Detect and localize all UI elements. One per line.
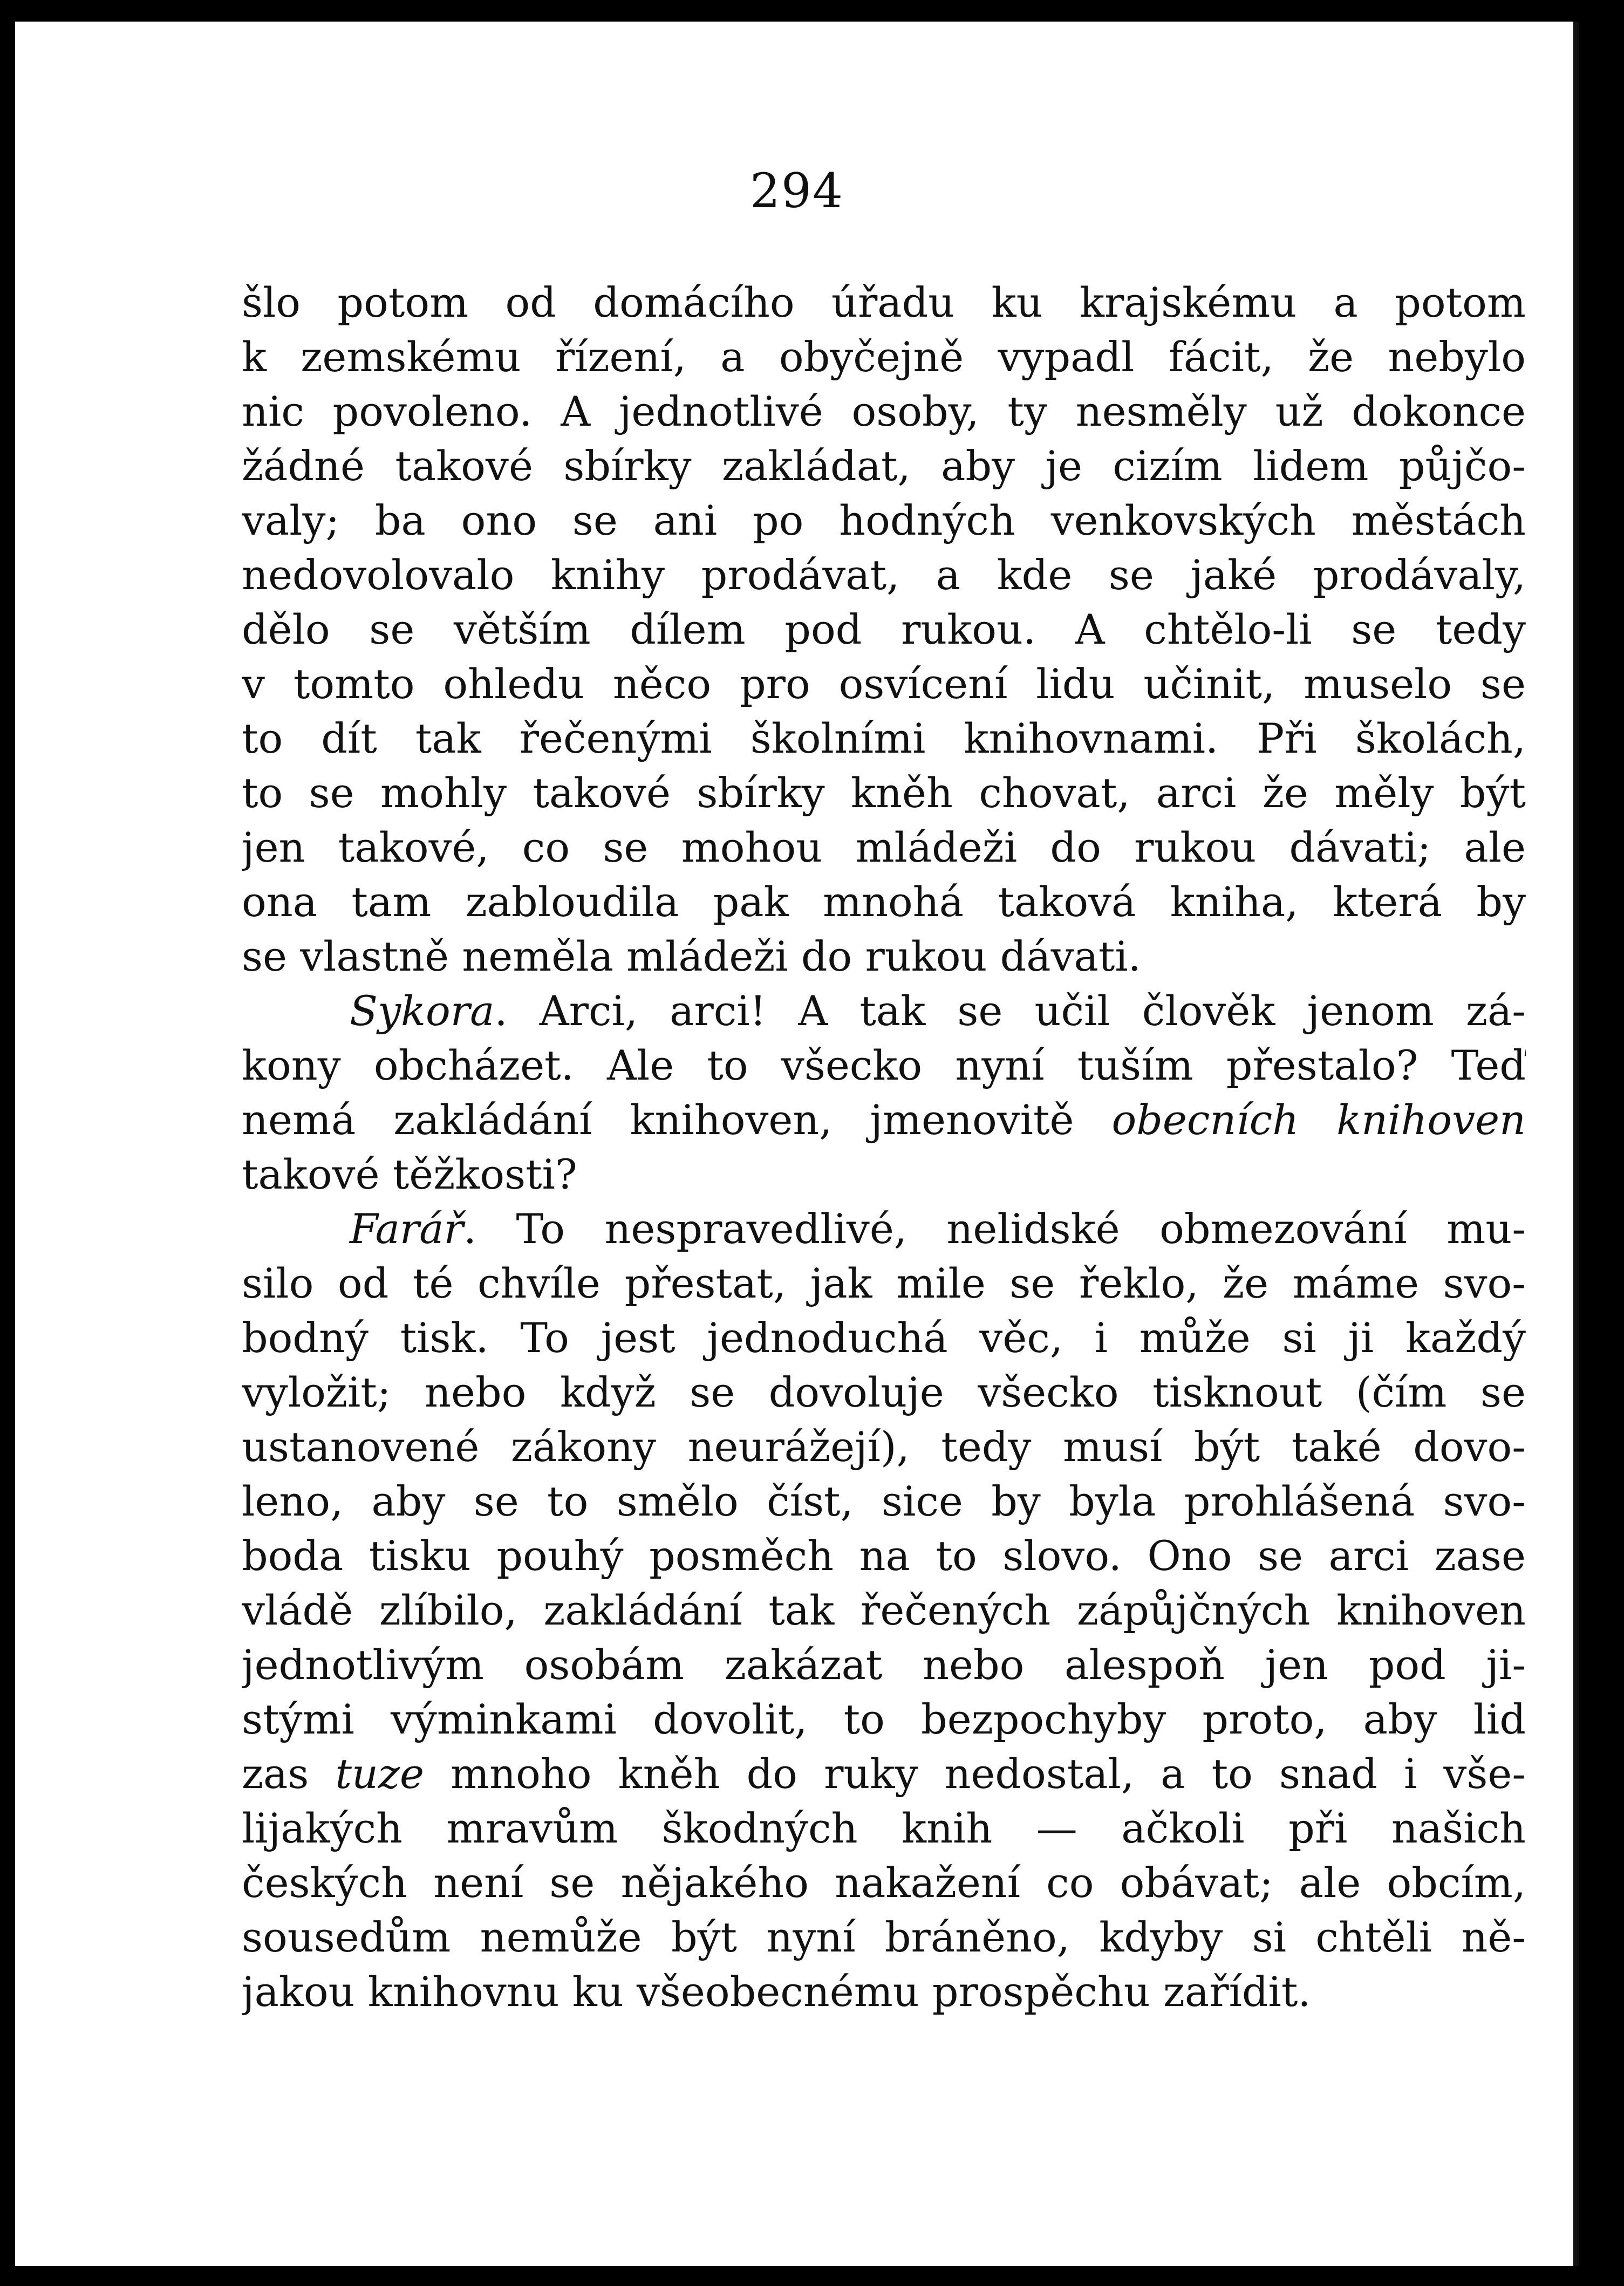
text-line xyxy=(242,1692,1526,1746)
text-line xyxy=(242,1964,1526,2019)
text-line xyxy=(242,1474,1526,1528)
text-segment: stými výminkami dovolit, to bezpochyby proto, aby lid xyxy=(242,1695,1526,1743)
text-line xyxy=(242,1746,1526,1801)
text-segment: to dít tak řečenými školními knihovnami. Při školách, xyxy=(242,714,1526,762)
text-segment: boda tisku pouhý posměch na to slovo. Ono se arci zase xyxy=(242,1532,1526,1580)
speaker-name: Farář xyxy=(350,1205,463,1253)
text-line xyxy=(242,1637,1526,1692)
text-line xyxy=(242,330,1526,384)
text-segment: k zemskému řízení, a obyčejně vypadl fácit, že nebylo xyxy=(242,333,1526,381)
text-segment: nedovolovalo knihy prodávat, a kde se jaké prodávaly, xyxy=(242,551,1526,599)
text-line xyxy=(242,384,1526,439)
text-segment: jednotlivým osobám zakázat nebo alespoň jen pod ji- xyxy=(242,1641,1526,1689)
text-line xyxy=(242,1801,1526,1855)
text-line xyxy=(242,984,1526,1038)
text-segment: lijakých mravům škodných knih — ačkoli při našich xyxy=(242,1804,1526,1852)
text-segment: dělo se větším dílem pod rukou. A chtělo-li se tedy xyxy=(242,605,1526,653)
text-line xyxy=(242,275,1526,330)
text-segment: se vlastně neměla mládeži do rukou dávati. xyxy=(242,932,1141,980)
text-line xyxy=(242,493,1526,548)
text-line xyxy=(242,1855,1526,1910)
body-text xyxy=(242,275,1526,2019)
text-segment: vládě zlíbilo, zakládání tak řečených zápůjčných knihoven xyxy=(242,1586,1526,1634)
text-line xyxy=(242,1038,1526,1093)
text-segment: českých není se nějakého nakažení co obávat; ale obcím, xyxy=(242,1859,1526,1907)
text-segment: v tomto ohledu něco pro osvícení lidu učinit, muselo se xyxy=(242,660,1526,708)
text-segment: leno, aby se to smělo číst, sice by byla prohlášená svo- xyxy=(242,1477,1526,1525)
book-page xyxy=(15,22,1579,2266)
text-segment: . Arci, arci! A tak se učil člověk jenom zá- xyxy=(494,987,1526,1035)
text-line xyxy=(242,439,1526,493)
text-line xyxy=(242,602,1526,657)
text-segment: nic povoleno. A jednotlivé osoby, ty nesměly už dokonce xyxy=(242,387,1526,435)
text-segment: nemá zakládání knihoven, jmenovitě xyxy=(242,1096,1112,1144)
text-line xyxy=(242,875,1526,929)
text-line xyxy=(242,1256,1526,1311)
text-line xyxy=(242,1910,1526,1964)
speaker-name: Sykora xyxy=(350,987,495,1035)
text-segment: šlo potom od domácího úřadu ku krajskému a potom xyxy=(242,278,1526,326)
text-line xyxy=(242,548,1526,602)
text-segment: to se mohly takové sbírky kněh chovat, arci že měly být xyxy=(242,769,1526,817)
text-segment: zas xyxy=(242,1750,336,1798)
text-line xyxy=(242,929,1526,984)
text-segment: jakou knihovnu ku všeobecnému prospěchu zařídit. xyxy=(242,1968,1311,2016)
text-line xyxy=(242,1420,1526,1474)
text-segment: jen takové, co se mohou mládeži do rukou dávati; ale xyxy=(242,823,1526,871)
text-line xyxy=(242,1365,1526,1420)
text-segment: bodný tisk. To jest jednoduchá věc, i může si ji každý xyxy=(242,1314,1526,1362)
text-segment: ustanovené zákony neurážejí), tedy musí být také dovo- xyxy=(242,1423,1526,1471)
text-line xyxy=(242,711,1526,766)
text-line xyxy=(242,1147,1526,1202)
emphasis-text: tuze xyxy=(335,1750,424,1798)
text-line xyxy=(242,1528,1526,1583)
text-line xyxy=(242,1093,1526,1147)
page-number: 294 xyxy=(750,163,844,219)
text-segment: takové těžkosti? xyxy=(242,1150,577,1198)
text-segment: žádné takové sbírky zakládat, aby je cizím lidem půjčo- xyxy=(242,442,1526,490)
text-segment: ona tam zabloudila pak mnohá taková kniha, která by xyxy=(242,878,1526,926)
text-segment: . To nespravedlivé, nelidské obmezování mu- xyxy=(463,1205,1526,1253)
text-segment: valy; ba ono se ani po hodných venkovských městách xyxy=(242,496,1526,544)
text-segment: silo od té chvíle přestat, jak mile se řeklo, že máme svo- xyxy=(242,1259,1526,1307)
text-line xyxy=(242,1583,1526,1637)
text-line xyxy=(242,820,1526,875)
text-segment: vyložit; nebo když se dovoluje všecko tisknout (čím se xyxy=(242,1368,1526,1416)
text-line xyxy=(242,1202,1526,1256)
emphasis-text: obecních knihoven xyxy=(1111,1096,1526,1144)
text-segment: kony obcházet. Ale to všecko nyní tuším přestalo? Teď xyxy=(242,1041,1526,1089)
text-line xyxy=(242,766,1526,820)
text-line xyxy=(242,657,1526,711)
text-segment: sousedům nemůže být nyní bráněno, kdyby si chtěli ně- xyxy=(242,1913,1526,1961)
text-segment: mnoho kněh do ruky nedostal, a to snad i vše- xyxy=(424,1750,1526,1798)
text-line xyxy=(242,1311,1526,1365)
